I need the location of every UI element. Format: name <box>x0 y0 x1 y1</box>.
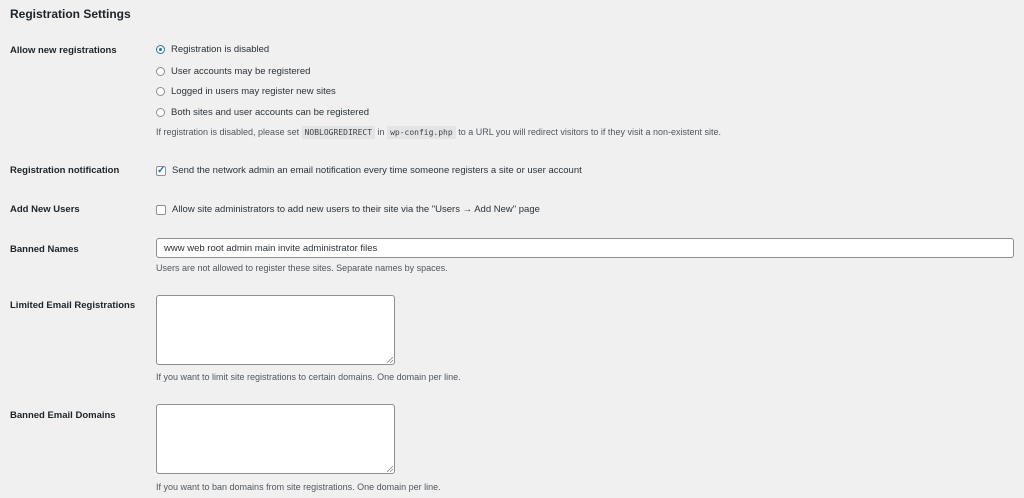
add-users-checkbox[interactable] <box>156 205 166 215</box>
radio-button[interactable] <box>156 87 165 96</box>
notification-checkbox-row[interactable] <box>156 165 582 176</box>
limited-email-description: If you want to limit site registrations to certain domains. One domain per line. <box>156 372 461 382</box>
page-title: Registration Settings <box>10 7 131 21</box>
banned-email-domains-description: If you want to ban domains from site registrations. One domain per line. <box>156 482 441 492</box>
banned-email-domains-label: Banned Email Domains <box>10 410 116 421</box>
radio-label: Both sites and user accounts can be registered <box>171 107 370 118</box>
radio-logged-in-sites[interactable] <box>156 86 336 97</box>
banned-email-domains-textarea[interactable] <box>156 404 395 474</box>
resize-handle-icon[interactable] <box>387 466 393 472</box>
radio-button[interactable] <box>156 67 165 76</box>
add-users-checkbox-row[interactable] <box>156 204 540 215</box>
allow-registrations-label: Allow new registrations <box>10 45 117 56</box>
resize-handle-icon[interactable] <box>387 357 393 363</box>
banned-names-label: Banned Names <box>10 244 79 255</box>
radio-user-accounts[interactable] <box>156 66 310 77</box>
radio-registration-disabled[interactable] <box>156 44 269 55</box>
radio-label: User accounts may be registered <box>171 66 311 77</box>
radio-both[interactable] <box>156 107 369 118</box>
checkmark-icon: ✓ <box>157 164 166 176</box>
code-noblogredirect: NOBLOGREDIRECT <box>302 126 375 139</box>
code-wp-config: wp-config.php <box>387 126 456 139</box>
checkbox-label: Send the network admin an email notification every time someone registers a site or user account <box>172 165 582 176</box>
checkbox-label: Allow site administrators to add new users to their site via the "Users → Add New" page <box>172 204 540 215</box>
desc-text: If registration is disabled, please set <box>156 127 300 137</box>
radio-button[interactable] <box>156 108 165 117</box>
limited-email-textarea[interactable] <box>156 295 395 365</box>
desc-text: in <box>377 127 385 137</box>
banned-names-value: www web root admin main invite administrator files <box>164 242 378 254</box>
radio-label: Registration is disabled <box>171 44 270 55</box>
radio-label: Logged in users may register new sites <box>171 86 336 97</box>
radio-button-checked[interactable] <box>156 45 165 54</box>
add-new-users-label: Add New Users <box>10 204 80 215</box>
registration-description <box>156 127 721 137</box>
registration-notification-label: Registration notification <box>10 165 120 176</box>
desc-text: to a URL you will redirect visitors to if they visit a non-existent site. <box>458 127 721 137</box>
banned-names-description: Users are not allowed to register these sites. Separate names by spaces. <box>156 263 448 273</box>
banned-names-input[interactable] <box>156 238 1014 258</box>
limited-email-label: Limited Email Registrations <box>10 300 136 311</box>
notification-checkbox[interactable] <box>156 166 166 176</box>
